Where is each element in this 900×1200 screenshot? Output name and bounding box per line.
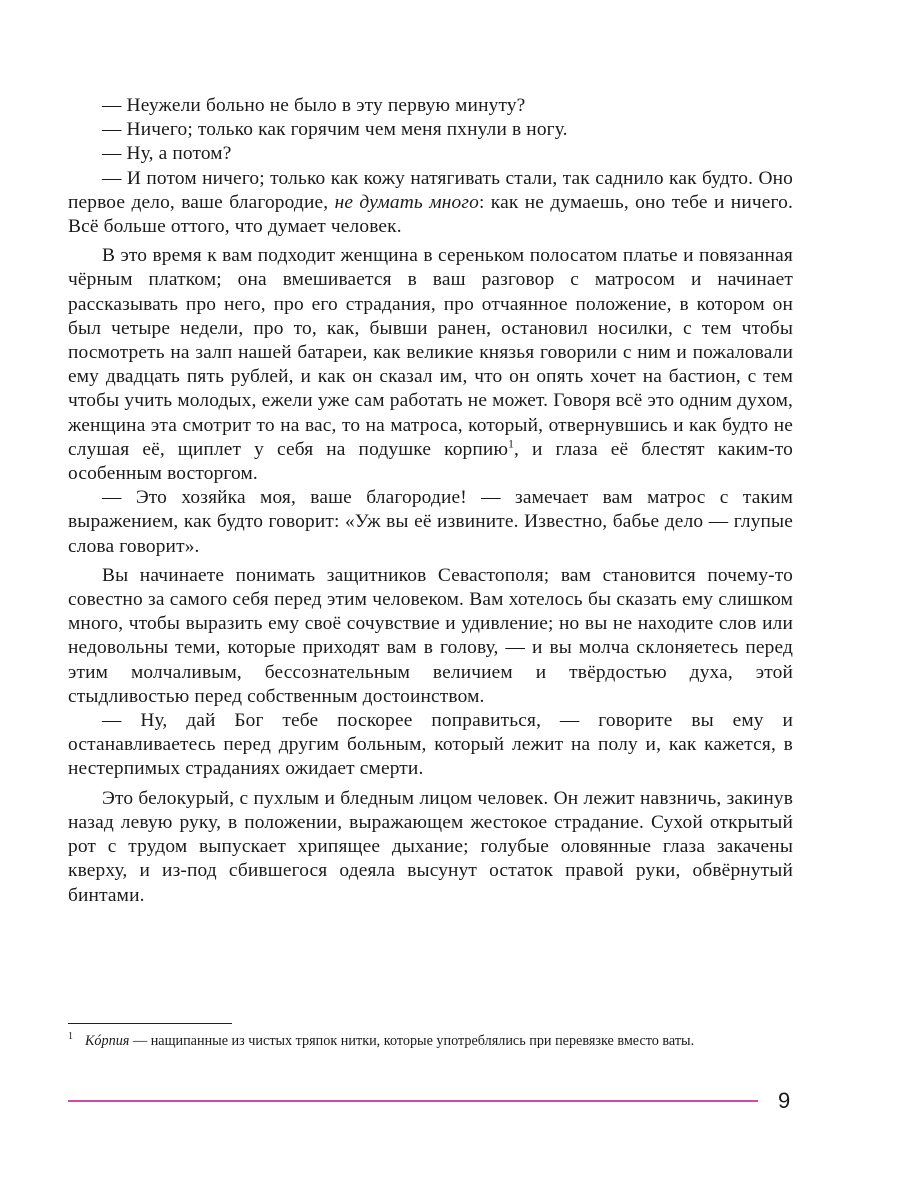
footnote-marker: 1 <box>68 1031 73 1043</box>
footnote-reference: 1 <box>508 438 514 451</box>
footer-accent-line <box>68 1100 758 1102</box>
text-segment: , и глаза её блестят каким-то особенным восторгом. <box>68 438 793 485</box>
main-text <box>68 94 793 908</box>
footnote-text: — нащипанные из чистых тряпок нитки, которые употреблялись при перевязке вместо ваты. <box>129 1033 695 1049</box>
paragraph <box>68 564 793 709</box>
text-segment: Вы начинаете понимать защитников Севастополя; вам становится почему-то совестно за самого себя перед этим человеком. Вам хотелось бы сказать ему слишком много, чтобы выразить ему своё сочувствие и удивление; но вы не находите слов или недовольны теми, которые приходят вам в голову, — и вы молча склоняетесь перед этим молчаливым, бессознательным величием и твёрдостью духа, этой стыдливостью перед собственным достоинством. <box>68 564 793 707</box>
paragraph <box>68 167 793 240</box>
paragraph <box>68 142 793 166</box>
paragraph <box>68 244 793 486</box>
paragraph <box>68 486 793 559</box>
footnote-term: Кóрпия <box>85 1033 130 1049</box>
paragraph <box>68 787 793 908</box>
text-segment: — Ну, а потом? <box>102 143 232 165</box>
text-segment: — Неужели больно не было в эту первую минуту? <box>102 95 526 116</box>
paragraph <box>68 709 793 782</box>
text-segment: : как не думаешь, оно тебе и ничего. Всё больше оттого, что думает человек. <box>68 191 793 238</box>
footnote-divider <box>68 1023 232 1024</box>
page-number: 9 <box>778 1088 791 1113</box>
text-segment: Это белокурый, с пухлым и бледным лицом человек. Он лежит навзничь, закинув назад левую руку, в положении, выражающем жестокое страдание. Сухой открытый рот с трудом выпускает хрипящее дыхание; голубые оловянные глаза закачены кверху, и из-под сбившегося одеяла высунут остаток правой руки, обвёрнутый бинтами. <box>68 787 793 906</box>
text-segment: — Ничего; только как горячим чем меня пхнули в ногу. <box>102 119 568 141</box>
text-segment: — Это хозяйка моя, ваше благородие! — замечает вам матрос с таким выражением, как будто говорит: «Уж вы её извините. Известно, бабье дело — глупые слова говорит». <box>68 487 793 557</box>
text-segment: — И потом ничего; только как кожу натягивать стали, так саднило как будто. Оно первое дело, ваше благородие, <box>68 167 793 213</box>
text-segment: В это время к вам подходит женщина в сереньком полосатом платье и повязанная чёрным платком; она вмешивается в ваш разговор с матросом и начинает рассказывать про него, про его страдания, про отчаянное положение, в котором он был четыре недели, про то, как, бывши ранен, остановил носилки, с тем чтобы посмотреть на залп нашей батареи, как великие князья говорили с ним и пожаловали ему двадцать пять рублей, и как он сказал им, что он опять хочет на бастион, с тем чтобы учить молодых, ежели уже сам работать не может. Говоря всё это одним духом, женщина эта смотрит то на вас, то на матроса, который, отвернувшись и как будто не слушая её, щиплет у себя на подушке корпию <box>68 245 793 460</box>
footnote <box>68 1031 793 1052</box>
italic-text: не думать много <box>334 191 479 213</box>
paragraph <box>68 118 793 142</box>
paragraph <box>68 94 793 118</box>
text-segment: — Ну, дай Бог тебе поскорее поправиться, — говорите вы ему и останавливаетесь перед другим больным, который лежит на полу и, как кажется, в нестерпимых страданиях ожидает смерти. <box>68 710 793 780</box>
